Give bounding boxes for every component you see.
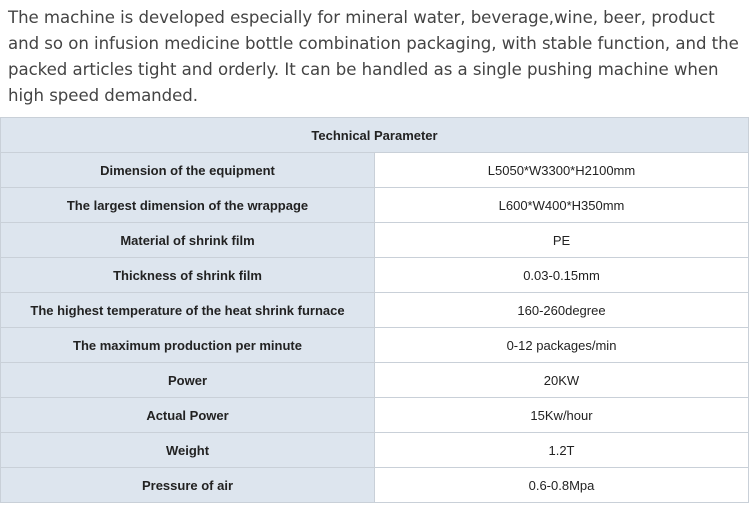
table-row	[1, 223, 749, 258]
table-row	[1, 468, 749, 503]
parameter-name: The maximum production per minute	[1, 328, 375, 363]
parameter-value: L600*W400*H350mm	[375, 188, 749, 223]
table-row	[1, 398, 749, 433]
technical-parameter-table	[0, 117, 749, 503]
parameter-value: 0-12 packages/min	[375, 328, 749, 363]
parameter-value: 15Kw/hour	[375, 398, 749, 433]
parameter-value: 0.03-0.15mm	[375, 258, 749, 293]
table-row	[1, 363, 749, 398]
parameter-name: Material of shrink film	[1, 223, 375, 258]
parameter-name: Thickness of shrink film	[1, 258, 375, 293]
parameter-name: The largest dimension of the wrappage	[1, 188, 375, 223]
table-row	[1, 258, 749, 293]
table-header-row	[1, 118, 749, 153]
table-row	[1, 293, 749, 328]
parameter-name: Dimension of the equipment	[1, 153, 375, 188]
parameter-name: Actual Power	[1, 398, 375, 433]
intro-paragraph: The machine is developed especially for mineral water, beverage,wine, beer, product and so on infusion medicine bottle combination packaging, with stable function, and the packed articles tight and orderly. It can be handled as a single pushing machine when high speed demanded.	[8, 8, 739, 105]
parameter-value: PE	[375, 223, 749, 258]
parameter-value: 0.6-0.8Mpa	[375, 468, 749, 503]
table-row	[1, 153, 749, 188]
parameter-name: Weight	[1, 433, 375, 468]
table-row	[1, 188, 749, 223]
table-row	[1, 328, 749, 363]
parameter-value: 1.2T	[375, 433, 749, 468]
table-header: Technical Parameter	[1, 118, 749, 153]
parameter-value: 20KW	[375, 363, 749, 398]
parameter-value: L5050*W3300*H2100mm	[375, 153, 749, 188]
parameter-name: Power	[1, 363, 375, 398]
parameter-name: Pressure of air	[1, 468, 375, 503]
table-row	[1, 433, 749, 468]
parameter-name: The highest temperature of the heat shrink furnace	[1, 293, 375, 328]
parameter-value: 160-260degree	[375, 293, 749, 328]
